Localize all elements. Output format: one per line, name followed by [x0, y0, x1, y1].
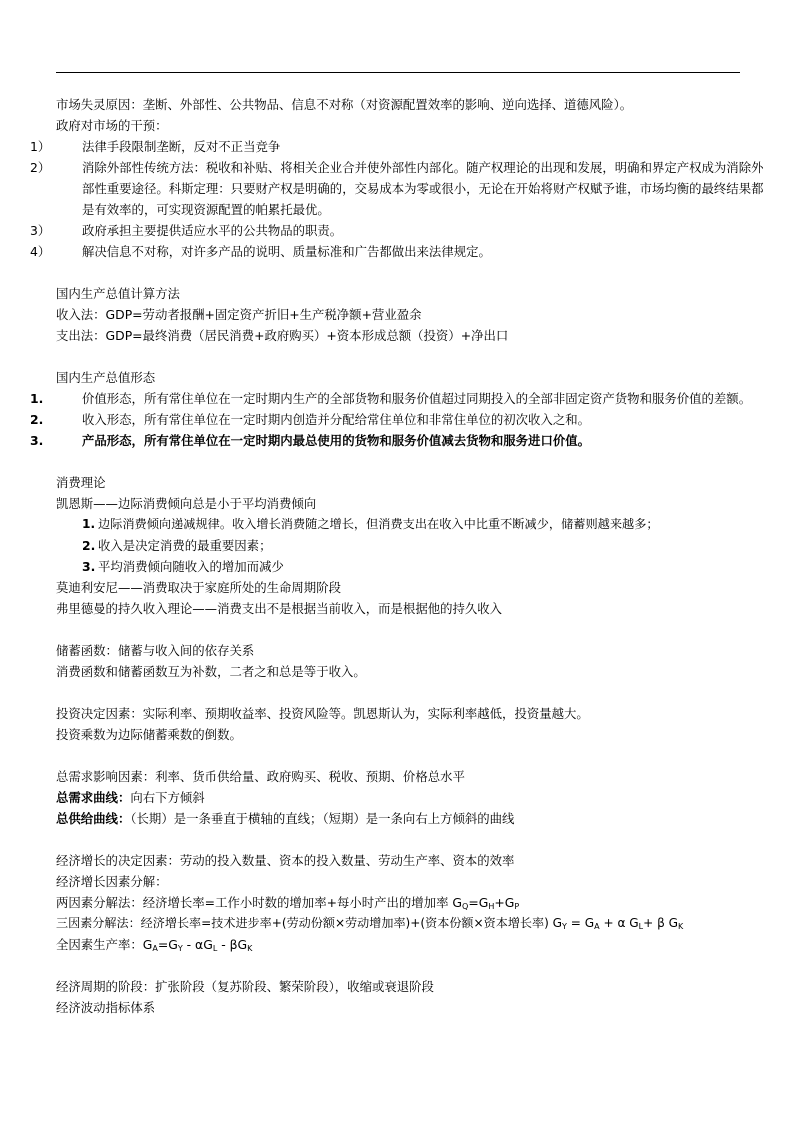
- keynes-theory: 凯恩斯——边际消费倾向总是小于平均消费倾向: [56, 496, 317, 511]
- aggregate-demand-curve: 总需求曲线：向右下方倾斜: [56, 790, 205, 805]
- investment-multiplier: 投资乘数为边际储蓄乘数的倒数。: [56, 727, 242, 742]
- two-factor-formula: $G_Q=G_H+G_P$: [452, 895, 520, 911]
- gdp-forms-title: 国内生产总值形态: [56, 370, 156, 385]
- document-body: [30, 94, 764, 1018]
- gdp-form-item: 2. 收入形态，所有常住单位在一定时期内创造并分配给常住单位和非常住单位的初次收入之和。: [30, 412, 591, 427]
- investment-factors: 投资决定因素：实际利率、预期收益率、投资风险等。凯恩斯认为，实际利率越低，投资量越大。: [56, 706, 589, 721]
- keynes-item: 3. 平均消费倾向随收入的增加而减少: [82, 559, 284, 574]
- keynes-item: 1. 边际消费倾向递减规律。收入增长消费随之增长，但消费支出在收入中比重不断减少，储蓄则越来越多；: [82, 517, 659, 531]
- gdp-form-item: 1. 价值形态，所有常住单位在一定时期内生产的全部货物和服务价值超过同期投入的全部非固定资产货物和服务价值的差额。: [30, 391, 752, 406]
- two-factor-method: 两因素分解法：经济增长率=工作小时数的增加率+每小时产出的增加率 $G_Q=G_H+G_P$: [56, 895, 520, 911]
- intervention-item: 4） 解决信息不对称，对许多产品的说明、质量标准和广告都做出来法律规定。: [30, 244, 491, 259]
- cycle-phases: 经济周期的阶段：扩张阶段（复苏阶段、繁荣阶段），收缩或衰退阶段: [56, 979, 434, 994]
- intervention-title: 政府对市场的干预：: [56, 118, 168, 133]
- gdp-income-method: 收入法：GDP=劳动者报酬+固定资产折旧+生产税净额+营业盈余: [56, 307, 422, 322]
- savings-function: 储蓄函数：储蓄与收入间的依存关系: [56, 643, 255, 658]
- intervention-item: 2） 消除外部性传统方法：税收和补贴、将相关企业合并使外部性内部化。随产权理论的出现和发展，明确和界定产权成为消除外部性重要途径。科斯定理：只要财产权是明确的，交易成本为零或很小，无论在开始将财产权赋予谁，市场均衡的最终结果都是有效率的，可实现资源配置的帕累托最优。: [30, 160, 764, 217]
- gdp-expenditure-method: 支出法：GDP=最终消费（居民消费+政府购买）+资本形成总额（投资）+净出口: [56, 328, 509, 343]
- aggregate-supply-curve: 总供给曲线：（长期）是一条垂直于横轴的直线；（短期）是一条向右上方倾斜的曲线: [56, 811, 515, 826]
- growth-decomposition-title: 经济增长因素分解：: [56, 874, 168, 889]
- savings-consumption-relation: 消费函数和储蓄函数互为补数，二者之和总是等于收入。: [56, 664, 366, 679]
- aggregate-demand-factors: 总需求影响因素：利率、货币供给量、政府购买、税收、预期、价格总水平: [56, 769, 465, 784]
- three-factor-method: 三因素分解法：经济增长率=技术进步率+(劳动份额×劳动增加率)+(资本份额×资本增长率) $G_Y = G_A + \alpha$ $G_L+ \beta$ $G_K$: [56, 916, 684, 931]
- intervention-item: 1） 法律手段限制垄断，反对不正当竞争: [30, 139, 281, 154]
- keynes-item: 2. 收入是决定消费的最重要因素；: [82, 538, 272, 553]
- header-rule: [56, 72, 740, 73]
- intervention-item: 3） 政府承担主要提供适应水平的公共物品的职责。: [30, 223, 343, 238]
- growth-factors: 经济增长的决定因素：劳动的投入数量、资本的投入数量、劳动生产率、资本的效率: [56, 853, 515, 868]
- consumption-title: 消费理论: [56, 475, 106, 490]
- tfp-formula: $G_A=G_Y - \alpha G_L - \beta G_K$: [142, 937, 253, 953]
- fluctuation-indicators: 经济波动指标体系: [56, 1000, 156, 1015]
- total-factor-productivity: 全因素生产率：$G_A=G_Y - \alpha G_L - \beta G_K$: [56, 937, 253, 953]
- modigliani-theory: 莫迪利安尼——消费取决于家庭所处的生命周期阶段: [56, 580, 341, 595]
- market-failure-causes: 市场失灵原因：垄断、外部性、公共物品、信息不对称（对资源配置效率的影响、逆向选择、道德风险）。: [56, 97, 633, 112]
- gdp-form-item: 3. 产品形态，所有常住单位在一定时期内最总使用的货物和服务价值减去货物和服务进口价值。: [30, 433, 591, 448]
- gdp-methods-title: 国内生产总值计算方法: [56, 286, 180, 301]
- three-factor-formula: $G_Y = G_A + \alpha$ $G_L+ \beta$ $G_K$: [552, 916, 684, 931]
- friedman-theory: 弗里德曼的持久收入理论——消费支出不是根据当前收入，而是根据他的持久收入: [56, 601, 503, 616]
